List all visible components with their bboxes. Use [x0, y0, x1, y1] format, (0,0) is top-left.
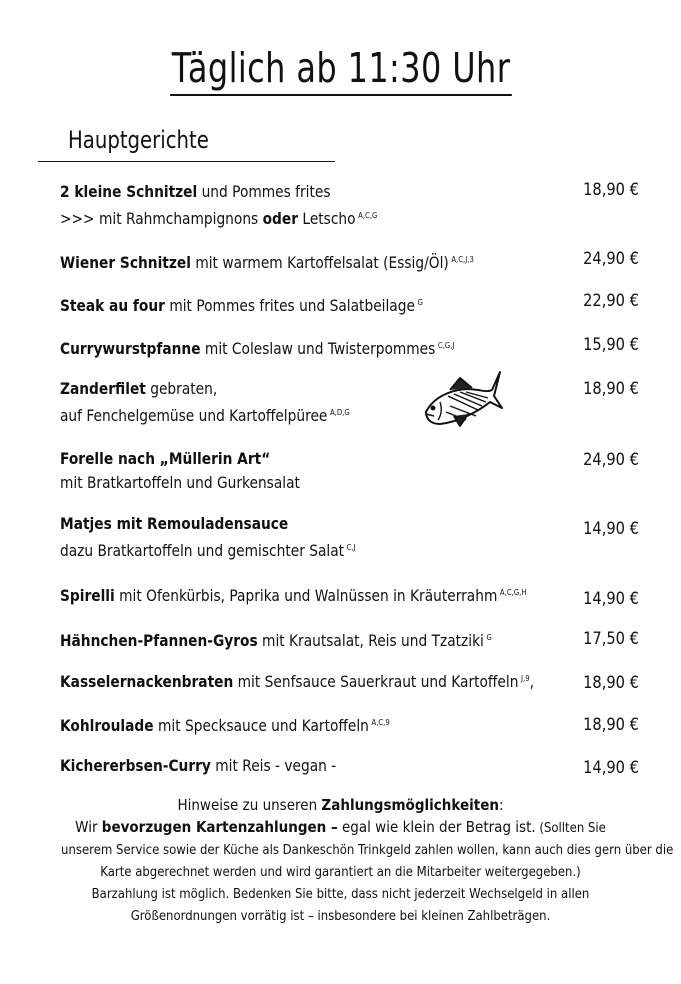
item-price: 18,90 € [583, 180, 639, 200]
item-price: 18,90 € [583, 379, 639, 399]
menu-item: Currywurstpfanne mit Coleslaw und Twisterpommes $^{C,G,J}$ [60, 339, 455, 358]
notes-line: Größenordnungen vorrätig ist – insbesondere bei kleinen Zahlbeträgen. [130, 909, 551, 924]
payment-notes [30, 794, 674, 928]
item-price: 24,90 € [583, 450, 639, 470]
item-price: 14,90 € [583, 519, 639, 539]
menu-item: Forelle nach „Müllerin Art“ mit Bratkartoffeln und Gurkensalat [60, 449, 300, 492]
menu-title: Täglich ab 11:30 Uhr [0, 42, 681, 96]
notes-line: Wir bevorzugen Kartenzahlungen – egal wie klein der Betrag ist. (Sollten Sie [75, 818, 606, 836]
item-price: 15,90 € [583, 335, 639, 355]
menu-item: Wiener Schnitzel mit warmem Kartoffelsalat (Essig/Öl) $^{A,C,J,3}$ [60, 253, 474, 272]
menu-item: Kasselernackenbraten mit Senfsauce Sauerkraut und Kartoffeln $^{J,9}$, [60, 672, 534, 691]
item-price: 17,50 € [583, 629, 639, 649]
menu-item: Steak au four mit Pommes frites und Salatbeilage $^G$ [60, 296, 423, 315]
fish-icon [420, 366, 504, 436]
menu-item: Kohlroulade mit Specksauce und Kartoffeln $^{A,C,9}$ [60, 716, 390, 735]
section-heading: Hauptgerichte [68, 126, 209, 154]
item-price: 18,90 € [583, 715, 639, 735]
menu-item: Hähnchen-Pfannen-Gyros mit Krautsalat, Reis und Tzatziki $^G$ [60, 631, 492, 650]
menu-item: Spirelli mit Ofenkürbis, Paprika und Walnüssen in Kräuterrahm $^{A,C,G,H}$ [60, 586, 527, 605]
notes-line: Karte abgerechnet werden und wird garantiert an die Mitarbeiter weitergegeben.) [100, 865, 581, 880]
notes-line: Barzahlung ist möglich. Bedenken Sie bitte, dass nicht jederzeit Wechselgeld in allen [91, 887, 590, 902]
item-price: 24,90 € [583, 249, 639, 269]
notes-line: unserem Service sowie der Küche als Dankeschön Trinkgeld zahlen wollen, kann auch dies gern über die [61, 843, 674, 858]
item-price: 14,90 € [583, 589, 639, 609]
item-price: 18,90 € [583, 673, 639, 693]
notes-heading: Hinweise zu unseren Zahlungsmöglichkeiten: [177, 796, 504, 814]
menu-item: 2 kleine Schnitzel und Pommes frites >>> mit Rahmchampignons oder Letscho $^{A,C,G}$ [60, 182, 378, 228]
item-price: 22,90 € [583, 291, 639, 311]
menu-item: Zanderfilet gebraten, auf Fenchelgemüse und Kartoffelpüree $^{A,D,G}$ [60, 379, 350, 425]
menu-item: Matjes mit Remouladensauce dazu Bratkartoffeln und gemischter Salat $^{C,J}$ [60, 514, 356, 560]
section-divider [38, 161, 335, 162]
item-price: 14,90 € [583, 758, 639, 778]
menu-item: Kichererbsen-Curry mit Reis - vegan - [60, 756, 337, 775]
